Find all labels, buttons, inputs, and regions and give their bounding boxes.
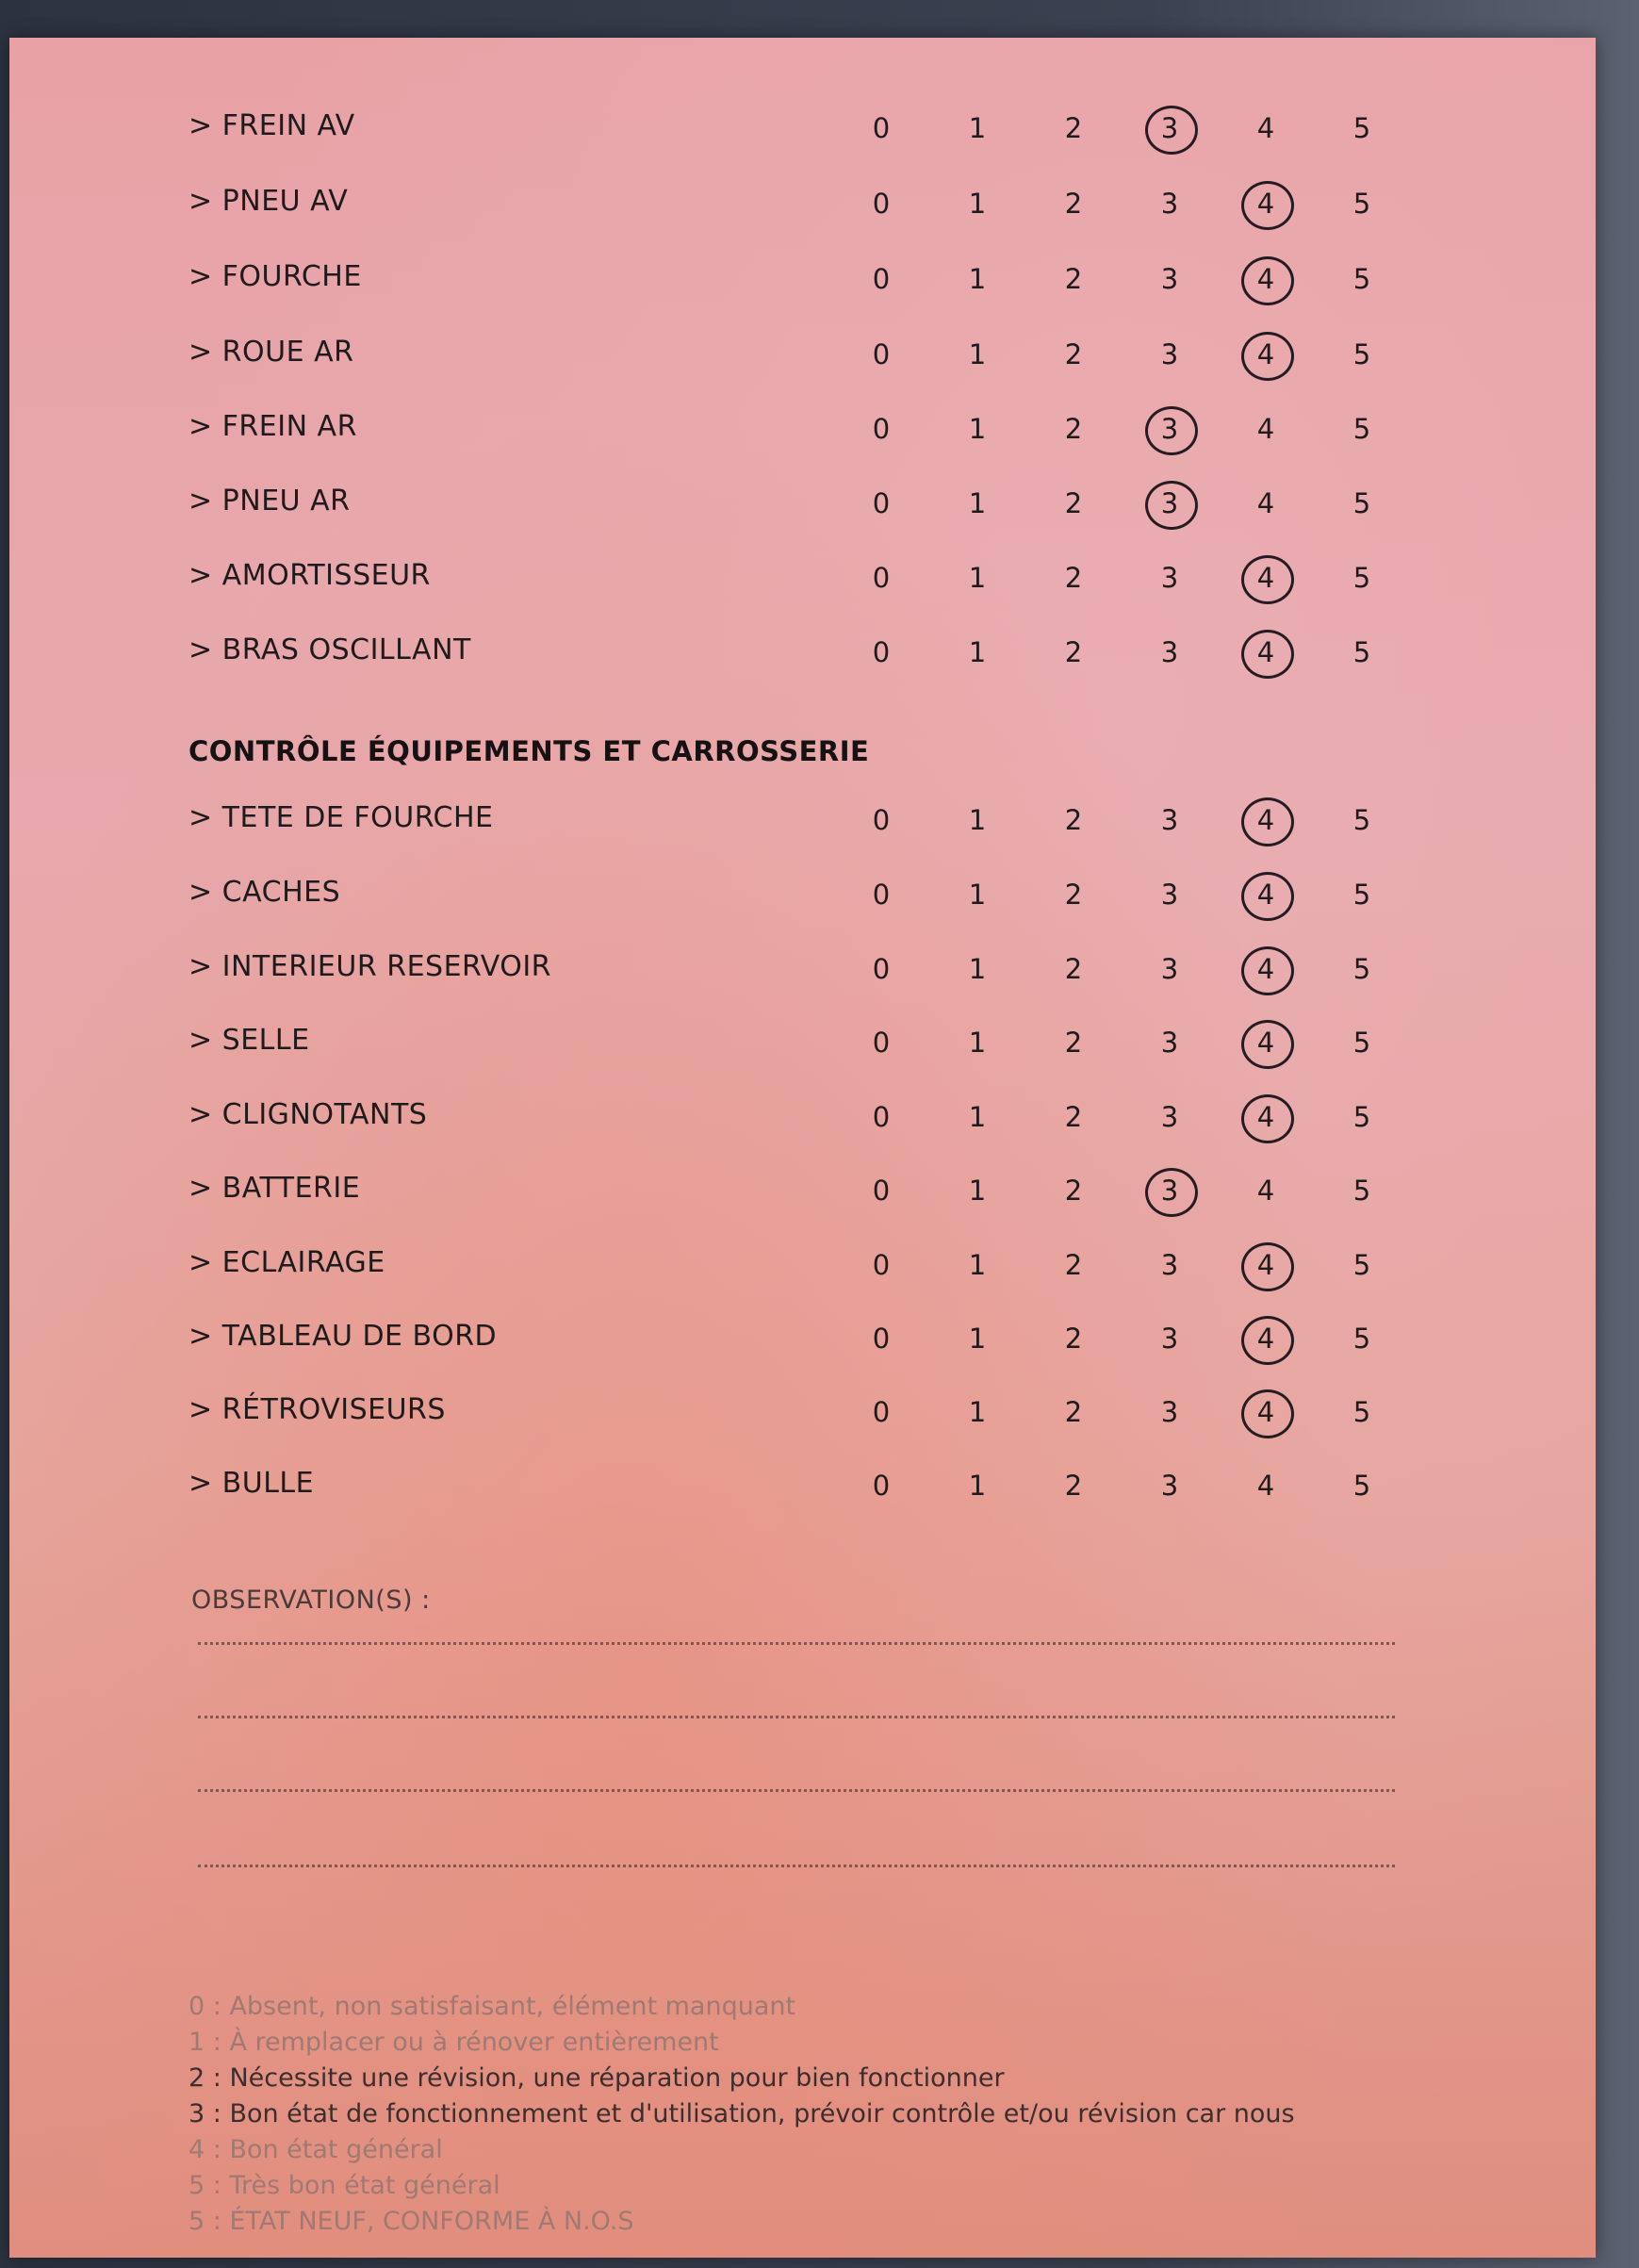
score-option-0[interactable]: 0: [872, 413, 891, 445]
score-option-3[interactable]: 3: [1160, 953, 1179, 985]
checklist-row: [9, 1380, 1596, 1437]
score-option-4[interactable]: 4: [1237, 799, 1294, 841]
item-label: > TABLEAU DE BORD: [188, 1320, 498, 1353]
score-option-4[interactable]: 4: [1237, 1244, 1294, 1286]
score-option-0[interactable]: 0: [872, 953, 891, 985]
score-option-0[interactable]: 0: [872, 112, 891, 144]
score-option-0[interactable]: 0: [872, 879, 891, 911]
score-option-5[interactable]: 5: [1352, 1175, 1371, 1207]
score-option-0[interactable]: 0: [872, 188, 891, 220]
checklist-row: [9, 937, 1596, 994]
item-label: > FOURCHE: [188, 260, 362, 293]
score-option-5[interactable]: 5: [1352, 562, 1371, 594]
score-option-0[interactable]: 0: [872, 263, 891, 295]
score-option-5[interactable]: 5: [1352, 1323, 1371, 1355]
item-label: > ECLAIRAGE: [188, 1246, 385, 1279]
score-option-1[interactable]: 1: [968, 1470, 987, 1502]
checklist-row: [9, 1011, 1596, 1067]
score-option-3[interactable]: 3: [1160, 879, 1179, 911]
score-option-1[interactable]: 1: [968, 263, 987, 295]
score-option-1[interactable]: 1: [968, 1175, 987, 1207]
score-option-3[interactable]: 3: [1141, 107, 1198, 149]
score-option-3[interactable]: 3: [1141, 483, 1198, 524]
score-option-3[interactable]: 3: [1160, 1249, 1179, 1281]
score-option-2[interactable]: 2: [1064, 562, 1083, 594]
item-label: > BRAS OSCILLANT: [188, 633, 471, 666]
score-option-0[interactable]: 0: [872, 562, 891, 594]
score-option-5[interactable]: 5: [1352, 1027, 1371, 1059]
score-option-1[interactable]: 1: [968, 636, 987, 668]
item-label: > TETE DE FOURCHE: [188, 801, 494, 834]
score-option-4[interactable]: 4: [1237, 874, 1294, 915]
legend-line: 2 : Nécessite une révision, une réparation pour bien fonctionner: [188, 2063, 1005, 2093]
checklist-row: [9, 247, 1596, 304]
score-option-0[interactable]: 0: [872, 1396, 891, 1428]
score-option-1[interactable]: 1: [968, 1027, 987, 1059]
score-option-0[interactable]: 0: [872, 338, 891, 370]
legend-line: 3 : Bon état de fonctionnement et d'utilisation, prévoir contrôle et/ou révision car nous: [188, 2099, 1295, 2128]
score-option-0[interactable]: 0: [872, 804, 891, 836]
score-option-2[interactable]: 2: [1064, 636, 1083, 668]
item-label: > CLIGNOTANTS: [188, 1098, 428, 1131]
checklist-row: [9, 863, 1596, 919]
score-option-2[interactable]: 2: [1064, 112, 1083, 144]
checklist-row: [9, 1454, 1596, 1510]
checklist-row: [9, 1159, 1596, 1215]
checklist-row: [9, 1085, 1596, 1142]
score-option-5[interactable]: 5: [1352, 1470, 1371, 1502]
legend-line: 0 : Absent, non satisfaisant, élément manquant: [188, 1992, 796, 2021]
score-option-0[interactable]: 0: [872, 1175, 891, 1207]
score-option-4[interactable]: 4: [1256, 487, 1275, 519]
score-option-3[interactable]: 3: [1141, 408, 1198, 450]
score-option-4[interactable]: 4: [1237, 948, 1294, 990]
score-option-4[interactable]: 4: [1237, 1391, 1294, 1433]
score-option-4[interactable]: 4: [1237, 632, 1294, 673]
inspection-sheet: [9, 38, 1596, 2258]
score-option-3[interactable]: 3: [1160, 1323, 1179, 1355]
score-option-1[interactable]: 1: [968, 1323, 987, 1355]
item-label: > SELLE: [188, 1024, 310, 1057]
score-option-3[interactable]: 3: [1160, 1101, 1179, 1133]
score-option-5[interactable]: 5: [1352, 804, 1371, 836]
score-option-4[interactable]: 4: [1256, 1175, 1275, 1207]
score-option-2[interactable]: 2: [1064, 487, 1083, 519]
score-option-5[interactable]: 5: [1352, 1101, 1371, 1133]
item-label: > RÉTROVISEURS: [188, 1393, 446, 1426]
score-option-5[interactable]: 5: [1352, 487, 1371, 519]
score-option-3[interactable]: 3: [1141, 1170, 1198, 1211]
checklist-row: [9, 788, 1596, 845]
section-heading-equipment: CONTRÔLE ÉQUIPEMENTS ET CARROSSERIE: [188, 735, 870, 767]
score-option-4[interactable]: 4: [1237, 183, 1294, 224]
score-option-0[interactable]: 0: [872, 1027, 891, 1059]
score-option-1[interactable]: 1: [968, 112, 987, 144]
legend-line: 1 : À remplacer ou à rénover entièrement: [188, 2028, 719, 2057]
score-option-3[interactable]: 3: [1160, 1027, 1179, 1059]
score-option-5[interactable]: 5: [1352, 413, 1371, 445]
score-option-2[interactable]: 2: [1064, 1175, 1083, 1207]
score-option-0[interactable]: 0: [872, 1101, 891, 1133]
score-option-4[interactable]: 4: [1237, 258, 1294, 300]
score-option-2[interactable]: 2: [1064, 1101, 1083, 1133]
score-option-5[interactable]: 5: [1352, 188, 1371, 220]
score-option-2[interactable]: 2: [1064, 879, 1083, 911]
score-option-0[interactable]: 0: [872, 487, 891, 519]
checklist-row: [9, 397, 1596, 453]
item-label: > PNEU AV: [188, 185, 349, 218]
score-option-1[interactable]: 1: [968, 879, 987, 911]
observation-line[interactable]: [198, 1789, 1395, 1792]
score-option-1[interactable]: 1: [968, 188, 987, 220]
checklist-row: [9, 1307, 1596, 1363]
checklist-row: [9, 546, 1596, 602]
score-option-1[interactable]: 1: [968, 562, 987, 594]
score-option-2[interactable]: 2: [1064, 1323, 1083, 1355]
score-option-3[interactable]: 3: [1160, 188, 1179, 220]
score-option-1[interactable]: 1: [968, 953, 987, 985]
score-option-5[interactable]: 5: [1352, 879, 1371, 911]
score-option-5[interactable]: 5: [1352, 1249, 1371, 1281]
score-option-0[interactable]: 0: [872, 1249, 891, 1281]
score-option-3[interactable]: 3: [1160, 562, 1179, 594]
item-label: > FREIN AR: [188, 410, 357, 443]
score-option-4[interactable]: 4: [1237, 1318, 1294, 1359]
score-option-4[interactable]: 4: [1256, 112, 1275, 144]
item-label: > ROUE AR: [188, 336, 354, 369]
item-label: > AMORTISSEUR: [188, 559, 431, 592]
score-option-2[interactable]: 2: [1064, 953, 1083, 985]
score-option-1[interactable]: 1: [968, 1396, 987, 1428]
score-option-5[interactable]: 5: [1352, 1396, 1371, 1428]
score-option-4[interactable]: 4: [1237, 1096, 1294, 1138]
score-option-1[interactable]: 1: [968, 413, 987, 445]
observation-line[interactable]: [198, 1642, 1395, 1645]
legend-line: 5 : Très bon état général: [188, 2171, 500, 2200]
checklist-row: [9, 172, 1596, 228]
score-option-4[interactable]: 4: [1237, 1022, 1294, 1063]
score-option-5[interactable]: 5: [1352, 636, 1371, 668]
observations-label: OBSERVATION(S) :: [191, 1586, 431, 1615]
score-option-2[interactable]: 2: [1064, 338, 1083, 370]
score-option-1[interactable]: 1: [968, 487, 987, 519]
score-option-2[interactable]: 2: [1064, 1249, 1083, 1281]
score-option-0[interactable]: 0: [872, 636, 891, 668]
score-option-2[interactable]: 2: [1064, 413, 1083, 445]
score-option-1[interactable]: 1: [968, 804, 987, 836]
score-option-1[interactable]: 1: [968, 1101, 987, 1133]
score-option-5[interactable]: 5: [1352, 953, 1371, 985]
checklist-row: [9, 471, 1596, 528]
item-label: > PNEU AR: [188, 485, 351, 518]
score-option-3[interactable]: 3: [1160, 1470, 1179, 1502]
rating-legend: [188, 1989, 1414, 2240]
score-option-0[interactable]: 0: [872, 1470, 891, 1502]
score-option-2[interactable]: 2: [1064, 1027, 1083, 1059]
item-label: > INTERIEUR RESERVOIR: [188, 950, 552, 983]
score-option-4[interactable]: 4: [1256, 413, 1275, 445]
score-option-0[interactable]: 0: [872, 1323, 891, 1355]
item-label: > FREIN AV: [188, 109, 355, 142]
score-option-2[interactable]: 2: [1064, 188, 1083, 220]
checklist-row: [9, 1233, 1596, 1290]
legend-line: 5 : ÉTAT NEUF, CONFORME À N.O.S: [188, 2207, 634, 2236]
score-option-1[interactable]: 1: [968, 338, 987, 370]
score-option-3[interactable]: 3: [1160, 263, 1179, 295]
score-option-2[interactable]: 2: [1064, 1396, 1083, 1428]
item-label: > BULLE: [188, 1467, 315, 1500]
score-option-5[interactable]: 5: [1352, 338, 1371, 370]
checklist-row: [9, 96, 1596, 153]
score-option-3[interactable]: 3: [1160, 636, 1179, 668]
score-option-4[interactable]: 4: [1237, 557, 1294, 599]
observation-line[interactable]: [198, 1865, 1395, 1867]
item-label: > BATTERIE: [188, 1172, 361, 1205]
score-option-3[interactable]: 3: [1160, 1396, 1179, 1428]
score-option-5[interactable]: 5: [1352, 112, 1371, 144]
score-option-1[interactable]: 1: [968, 1249, 987, 1281]
observation-line[interactable]: [198, 1716, 1395, 1718]
score-option-2[interactable]: 2: [1064, 263, 1083, 295]
score-option-3[interactable]: 3: [1160, 338, 1179, 370]
score-option-5[interactable]: 5: [1352, 263, 1371, 295]
checklist-row: [9, 322, 1596, 379]
score-option-4[interactable]: 4: [1256, 1470, 1275, 1502]
score-option-3[interactable]: 3: [1160, 804, 1179, 836]
legend-line: 4 : Bon état général: [188, 2135, 443, 2164]
item-label: > CACHES: [188, 876, 341, 909]
score-option-2[interactable]: 2: [1064, 804, 1083, 836]
score-option-4[interactable]: 4: [1237, 334, 1294, 375]
checklist-row: [9, 620, 1596, 677]
score-option-2[interactable]: 2: [1064, 1470, 1083, 1502]
